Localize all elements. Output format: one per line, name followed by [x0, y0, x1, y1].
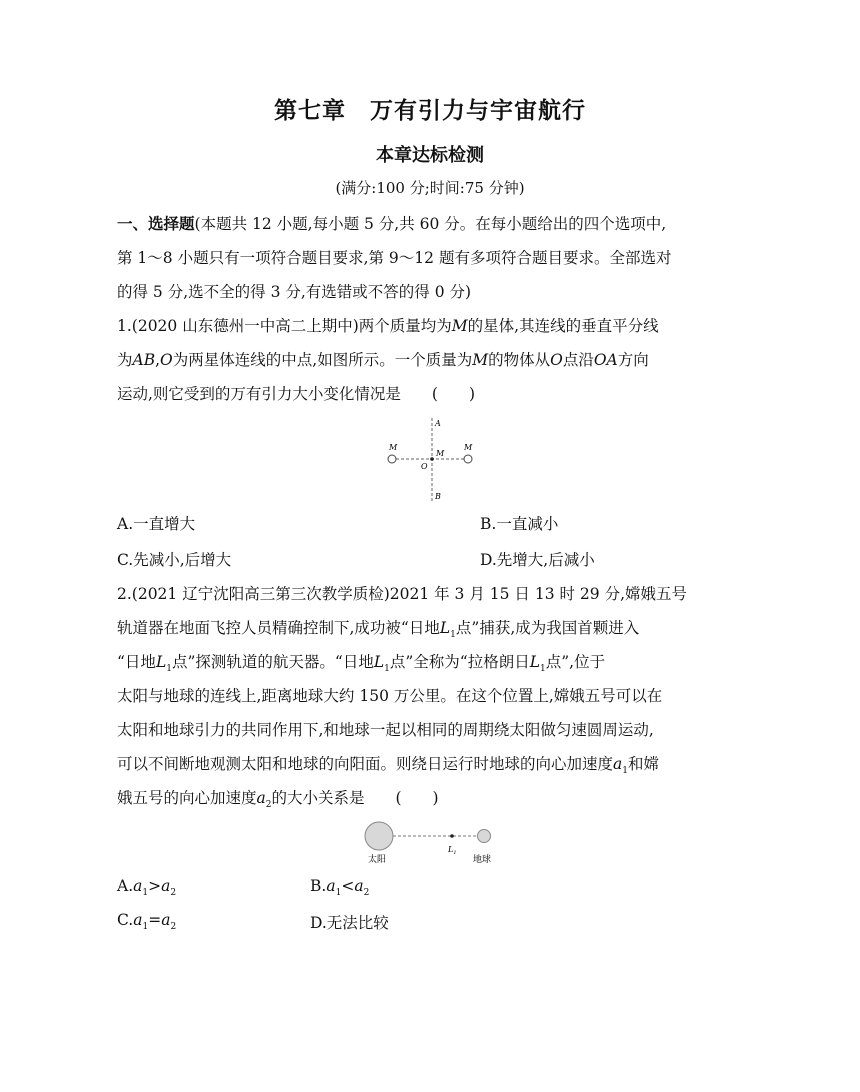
- sub-1: 1: [142, 922, 149, 933]
- var-l: L: [439, 619, 451, 637]
- q2-line2: [117, 617, 639, 646]
- earth-circle: [478, 830, 491, 843]
- option-prefix: C.: [117, 911, 134, 929]
- sub-2: 2: [170, 922, 177, 933]
- object-m: [430, 457, 434, 461]
- relation-symbol: =: [148, 911, 162, 929]
- var-l: L: [529, 653, 541, 671]
- q2-text: 可以不间断地观测太阳和地球的向阳面。则绕日运行时地球的向心加速度: [117, 755, 614, 773]
- q2-text: 点”,位于: [545, 653, 606, 671]
- var-m: M: [451, 317, 468, 335]
- q1-text: 为: [117, 351, 133, 369]
- star-left: [388, 455, 396, 463]
- label-earth: 地球: [473, 855, 492, 865]
- sub-1: 1: [540, 664, 546, 675]
- relation-symbol: <: [341, 877, 355, 895]
- q2-text: 点”捕获,成为我国首颗进入: [455, 619, 640, 637]
- q2-line7: [117, 787, 439, 816]
- q1-text: 为两星体连线的中点,如图所示。一个质量为: [172, 351, 473, 369]
- q2-figure: [360, 818, 500, 870]
- section1-line3: 的得 5 分,选不全的得 3 分,有选错或不答的得 0 分): [117, 283, 472, 301]
- sub-1: 1: [335, 888, 342, 899]
- q1-text: 的物体从: [488, 351, 551, 369]
- sub-2: 2: [170, 888, 177, 899]
- label-o: O: [421, 462, 428, 471]
- q2-option-b[interactable]: [310, 877, 369, 898]
- q1-line2: [117, 349, 649, 371]
- section-subtitle: 本章达标检测: [376, 145, 484, 166]
- q2-line4: 太阳与地球的连线上,距离地球大约 150 万公里。在这个位置上,嫦娥五号可以在: [117, 687, 663, 705]
- q2-option-c[interactable]: [117, 911, 176, 932]
- var-a: a: [354, 877, 364, 895]
- var-a: a: [133, 911, 143, 929]
- q1-option-a[interactable]: A.一直增大: [117, 515, 196, 533]
- var-o: O: [550, 351, 563, 369]
- label-m-left: M: [389, 443, 398, 452]
- sun-circle: [365, 822, 393, 850]
- chapter-title: 第七章 万有引力与宇宙航行: [274, 98, 586, 124]
- q1-line1: [117, 315, 659, 337]
- sub-2: 2: [363, 888, 370, 899]
- q1-figure: [380, 415, 480, 505]
- var-a: a: [326, 877, 336, 895]
- var-l: L: [373, 653, 385, 671]
- q2-text: 轨道器在地面飞控人员精确控制下,成功被“日地: [117, 619, 440, 637]
- star-right: [464, 455, 472, 463]
- q2-option-d[interactable]: D.无法比较: [310, 914, 389, 932]
- sub-1: 1: [622, 766, 628, 777]
- q2-text: 和嫦: [628, 755, 660, 773]
- sub-1: 1: [142, 888, 149, 899]
- q2-text: “日地: [117, 653, 156, 671]
- q2-line5: 太阳和地球引力的共同作用下,和地球一起以相同的周期绕太阳做匀速圆周运动,: [117, 721, 654, 739]
- q1-option-d[interactable]: D.先增大,后减小: [480, 551, 595, 569]
- q1-option-c[interactable]: C.先减小,后增大: [117, 551, 232, 569]
- exam-meta: (满分:100 分;时间:75 分钟): [335, 179, 525, 197]
- section1-line2: 第 1～8 小题只有一项符合题目要求,第 9～12 题有多项符合题目要求。全部选对: [117, 249, 672, 267]
- label-m-center: M: [436, 449, 445, 458]
- label-sun: 太阳: [368, 855, 387, 865]
- var-a: a: [161, 911, 171, 929]
- var-oa: OA: [593, 351, 618, 369]
- label-a: A: [435, 419, 441, 428]
- sub-1: 1: [450, 630, 456, 641]
- q2-text: 点”探测轨道的航天器。“日地: [171, 653, 374, 671]
- sub-2: 2: [265, 800, 272, 811]
- q1-text: 的星体,其连线的垂直平分线: [467, 317, 659, 335]
- q1-text: 方向: [617, 351, 649, 369]
- q2-text: 娥五号的向心加速度: [117, 789, 257, 807]
- var-a: a: [256, 789, 266, 807]
- var-m: M: [472, 351, 489, 369]
- var-l: L: [155, 653, 167, 671]
- var-a: a: [161, 877, 171, 895]
- section1-line1-text: (本题共 12 小题,每小题 5 分,共 60 分。在每小题给出的四个选项中,: [194, 215, 667, 233]
- label-l1-subscript: 1: [453, 850, 457, 856]
- sub-1: 1: [384, 664, 390, 675]
- q2-text: 的大小关系是 ( ): [271, 789, 439, 807]
- section1-line1: [117, 213, 666, 235]
- q2-line1: 2.(2021 辽宁沈阳高三第三次教学质检)2021 年 3 月 15 日 13 时 29 分,嫦娥五号: [117, 585, 688, 603]
- q2-line6: [117, 753, 659, 782]
- q1-text: 1.(2020 山东德州一中高二上期中)两个质量均为: [117, 317, 452, 335]
- label-m-right: M: [464, 443, 473, 452]
- q1-line3: 运动,则它受到的万有引力大小变化情况是 ( ): [117, 385, 476, 403]
- sub-1: 1: [166, 664, 172, 675]
- l1-point: [450, 834, 454, 838]
- q1-text: 点沿: [562, 351, 594, 369]
- var-ab: AB: [132, 351, 156, 369]
- q1-text: ,: [155, 351, 161, 369]
- section1-heading: 一、选择题: [117, 215, 195, 233]
- q2-text: 点”全称为“拉格朗日: [389, 653, 530, 671]
- var-a: a: [133, 877, 143, 895]
- label-l1: [447, 845, 457, 856]
- var-o: O: [160, 351, 173, 369]
- q2-option-a[interactable]: [117, 877, 176, 898]
- label-l1-letter: L: [448, 845, 454, 854]
- q1-option-b[interactable]: B.一直减小: [480, 515, 559, 533]
- option-prefix: A.: [117, 877, 134, 895]
- option-prefix: B.: [310, 877, 327, 895]
- q2-line3: [117, 651, 605, 680]
- relation-symbol: >: [148, 877, 162, 895]
- label-b: B: [435, 492, 441, 501]
- var-a: a: [613, 755, 623, 773]
